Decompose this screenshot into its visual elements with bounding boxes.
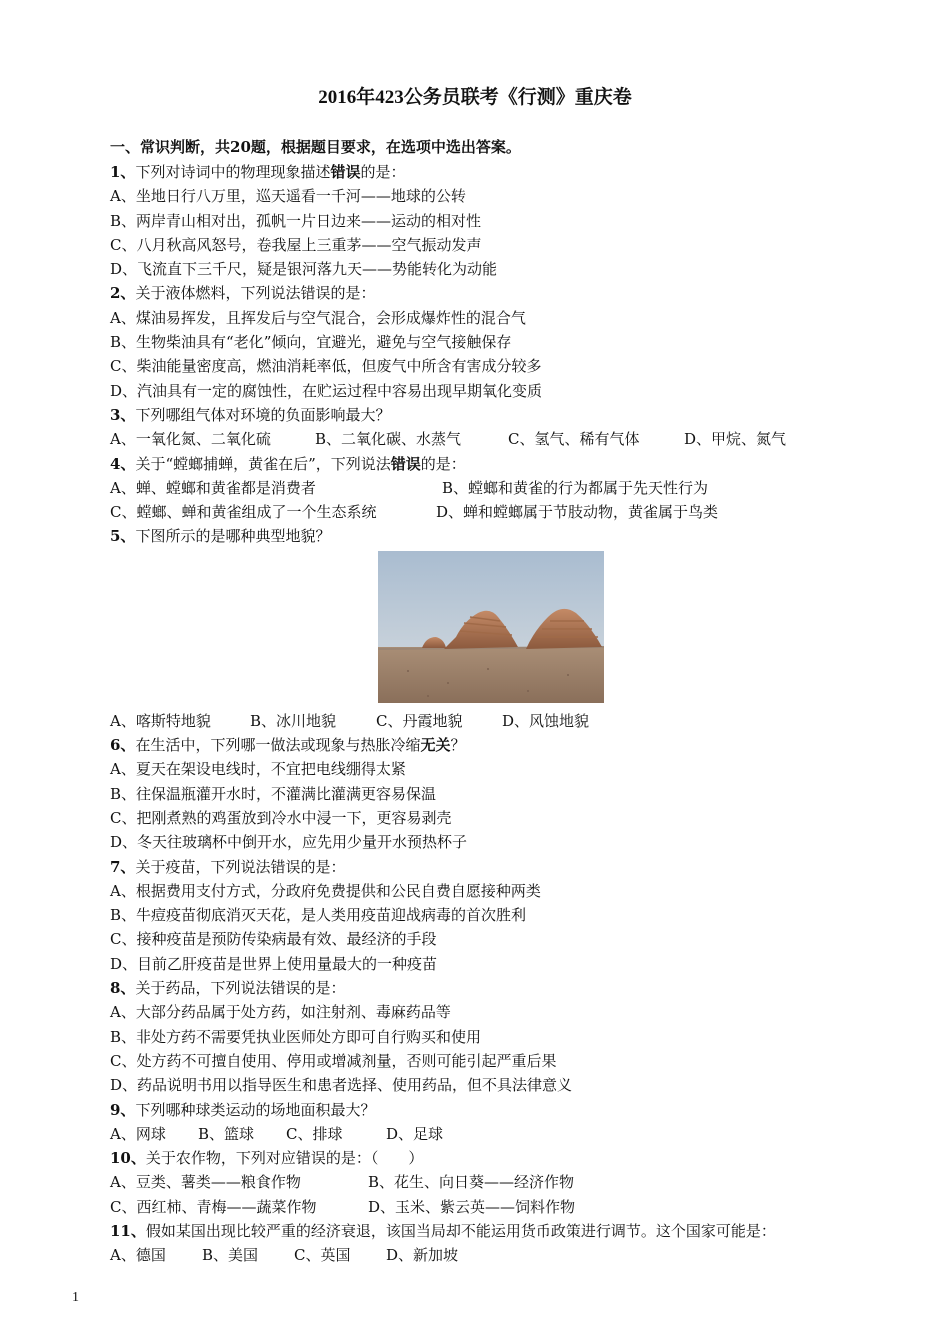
option-d: D、药品说明书用以指导医生和患者选择、使用药品，但不具法律意义	[110, 1076, 573, 1095]
question-text: 假如某国出现比较严重的经济衰退，该国当局却不能运用货币政策进行调节。这个国家可能是：	[145, 1221, 776, 1240]
question-number: 6、	[110, 736, 136, 755]
question-text: 关于“螳螂捕蝉，黄雀在后”，下列说法	[135, 454, 391, 473]
option-b: B、篮球	[198, 1124, 255, 1143]
option-a: A、夏天在架设电线时，不宜把电线绷得太紧	[110, 760, 406, 779]
option-a: A、一氧化氮、二氧化硫	[110, 430, 271, 449]
question-6	[110, 733, 850, 757]
question-10	[110, 1146, 850, 1170]
option-b: B、冰川地貌	[250, 711, 337, 730]
option-a: A、豆类、薯类——粮食作物	[110, 1173, 301, 1192]
emphasis-text: 错误	[390, 454, 421, 473]
options-row	[110, 709, 850, 733]
option-b: B、两岸青山相对出，孤帆一片日边来——运动的相对性	[110, 211, 482, 230]
option-b: B、往保温瓶灌开水时，不灌满比灌满更容易保温	[110, 784, 437, 803]
option-a: A、坐地日行八万里，巡天遥看一千河——地球的公转	[110, 187, 466, 206]
question-list	[110, 160, 850, 1268]
question-number: 7、	[110, 857, 136, 876]
option-d: D、甲烷、氮气	[684, 430, 787, 449]
option-d: D、玉米、紫云英——饲料作物	[368, 1197, 576, 1216]
option-d: D、风蚀地貌	[502, 711, 590, 730]
option-d: D、足球	[386, 1124, 444, 1143]
question-4	[110, 452, 850, 476]
question-9	[110, 1098, 850, 1122]
option-d: D、汽油具有一定的腐蚀性，在贮运过程中容易出现早期氧化变质	[110, 381, 543, 400]
question-3	[110, 403, 850, 427]
question-number: 9、	[110, 1100, 136, 1119]
option-d: D、目前乙肝疫苗是世界上使用量最大的一种疫苗	[110, 954, 438, 973]
option-b: B、生物柴油具有“老化”倾向，宜避光，避免与空气接触保存	[110, 333, 512, 352]
option-c: C、螳螂、蝉和黄雀组成了一个生态系统	[110, 503, 377, 522]
option-a: A、喀斯特地貌	[110, 711, 211, 730]
option-a: A、大部分药品属于处方药，如注射剂、毒麻药品等	[110, 1003, 451, 1022]
option-a: A、根据费用支付方式，分政府免费提供和公民自费自愿接种两类	[110, 881, 541, 900]
question-number: 1、	[110, 163, 136, 181]
question-text-end: 的是：	[420, 454, 466, 473]
question-8	[110, 976, 850, 1000]
question-7	[110, 855, 850, 879]
question-number: 3、	[110, 405, 136, 424]
option-c: C、接种疫苗是预防传染病最有效、最经济的手段	[110, 930, 437, 949]
option-b: B、螳螂和黄雀的行为都属于先天性行为	[442, 478, 709, 497]
option-c: C、柴油能量密度高，燃油消耗率低，但废气中所含有害成分较多	[110, 357, 542, 376]
question-11	[110, 1219, 850, 1243]
question-text-end: ？	[450, 736, 466, 755]
question-text: 下列哪种球类运动的场地面积最大？	[135, 1100, 376, 1119]
option-b: B、二氧化碳、水蒸气	[315, 430, 462, 449]
question-number: 10、	[110, 1149, 146, 1168]
question-text: 下图所示的是哪种典型地貌？	[135, 527, 331, 546]
option-d: D、飞流直下三千尺，疑是银河落九天——势能转化为动能	[110, 260, 498, 279]
option-c: C、排球	[286, 1124, 343, 1143]
option-b: B、美国	[202, 1246, 259, 1265]
question-text: 在生活中，下列哪一做法或现象与热胀冷缩	[135, 736, 421, 755]
option-c: C、西红柿、青梅——蔬菜作物	[110, 1197, 317, 1216]
question-text: 关于农作物，下列对应错误的是：（ ）	[145, 1149, 424, 1168]
option-d: D、冬天往玻璃杯中倒开水，应先用少量开水预热杯子	[110, 833, 468, 852]
option-a: A、网球	[110, 1124, 166, 1143]
question-text: 下列对诗词中的物理现象描述	[135, 163, 331, 181]
emphasis-text: 无关	[420, 736, 451, 755]
question-text: 关于药品，下列说法错误的是：	[135, 979, 346, 998]
question-text: 关于液体燃料，下列说法错误的是：	[135, 284, 376, 303]
question-number: 8、	[110, 979, 136, 998]
question-2	[110, 281, 850, 305]
question-number: 4、	[110, 454, 136, 473]
option-c: C、八月秋高风怒号，卷我屋上三重茅——空气振动发声	[110, 235, 482, 254]
options-row	[110, 476, 850, 500]
question-text-end: 的是：	[360, 163, 406, 181]
question-number: 5、	[110, 527, 136, 546]
page-number: 1	[72, 1290, 79, 1305]
option-c: C、丹霞地貌	[376, 711, 463, 730]
option-d: D、新加坡	[386, 1246, 459, 1265]
section-heading: 一、常识判断，共20题，根据题目要求，在选项中选出答案。	[110, 138, 521, 156]
question-text: 下列哪组气体对环境的负面影响最大？	[135, 405, 391, 424]
document-title: 2016年423公务员联考《行测》重庆卷	[318, 87, 632, 108]
options-row	[110, 1122, 850, 1146]
question-number: 2、	[110, 284, 136, 303]
options-row	[110, 427, 850, 451]
question-5	[110, 524, 850, 548]
question-text: 关于疫苗，下列说法错误的是：	[135, 857, 346, 876]
option-a: A、蝉、螳螂和黄雀都是消费者	[110, 478, 316, 497]
option-a: A、德国	[110, 1246, 166, 1265]
yardang-landform-photo	[378, 551, 604, 703]
question-1	[110, 160, 850, 184]
options-row	[110, 1170, 850, 1194]
options-row	[110, 1195, 850, 1219]
option-c: C、处方药不可擅自使用、停用或增减剂量，否则可能引起严重后果	[110, 1051, 557, 1070]
emphasis-text: 错误	[330, 163, 361, 181]
landform-figure	[110, 549, 850, 709]
options-row	[110, 1243, 850, 1267]
options-row	[110, 500, 850, 524]
option-d: D、蝉和螳螂属于节肢动物，黄雀属于鸟类	[436, 503, 719, 522]
option-b: B、牛痘疫苗彻底消灭天花，是人类用疫苗迎战病毒的首次胜利	[110, 906, 527, 925]
option-c: C、英国	[294, 1246, 351, 1265]
option-b: B、非处方药不需要凭执业医师处方即可自行购买和使用	[110, 1027, 482, 1046]
option-b: B、花生、向日葵——经济作物	[368, 1173, 575, 1192]
option-c: C、氢气、稀有气体	[508, 430, 640, 449]
option-c: C、把刚煮熟的鸡蛋放到冷水中浸一下，更容易剥壳	[110, 808, 452, 827]
option-a: A、煤油易挥发，且挥发后与空气混合，会形成爆炸性的混合气	[110, 308, 526, 327]
question-number: 11、	[110, 1221, 146, 1240]
